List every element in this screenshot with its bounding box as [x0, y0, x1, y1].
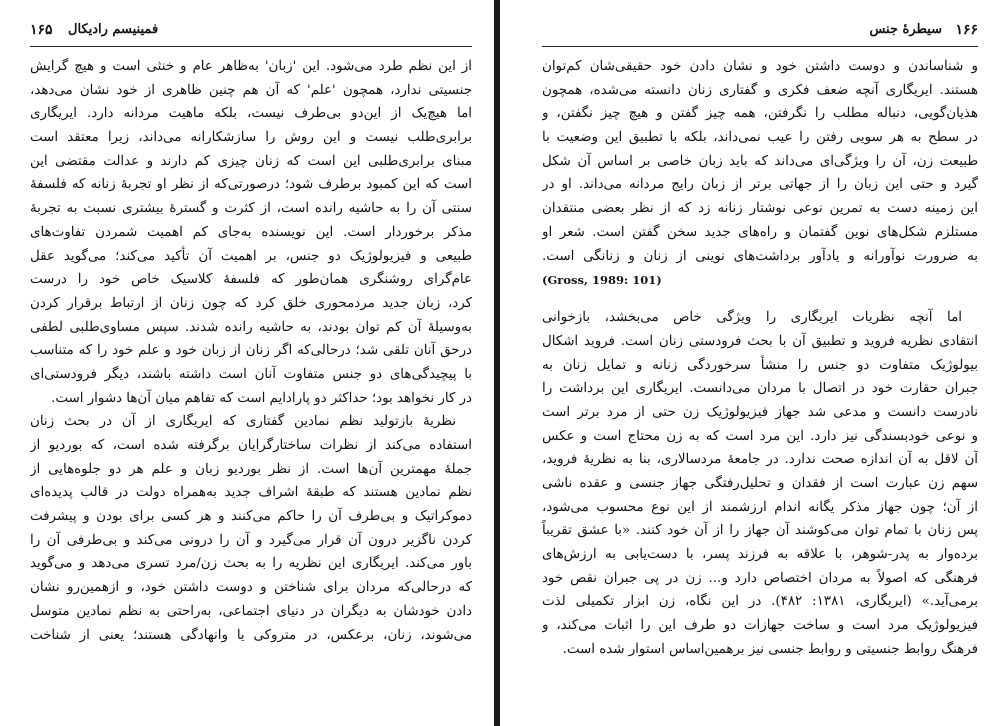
text-line: به ضرورت نوآورانه و یادآور برداشت‌های نوینی از زنان و زنانگی است. [542, 248, 978, 264]
text-line: عام‌گرای روشنگری همان‌طور که فلسفهٔ کلاسیک خاص خود را درست [30, 272, 472, 288]
text-line: جملهٔ مهمترین آن‌ها است. از نظر بوردیو زبان و علم هر دو جلوه‌هایی از [30, 461, 472, 477]
text-line: است که این کمبود برطرف شود؛ درصورتی‌که از نظر او تجربهٔ زنانه که فلسفهٔ [30, 177, 472, 193]
text-line: برمی‌آید.» (ایریگاری، ۱۳۸۱: ۴۸۲). در این نگاه، زن ابزار تکمیلی لذت [542, 594, 978, 610]
text-line: درحق آنان تلقی شد؛ درحالی‌که اگر زنان از زبان خود و علم خود را که متناسب [30, 343, 472, 359]
text-line: باور می‌کند. ایریگاری این نظریه را به بحث زن/مرد تسری می‌دهد و می‌گوید [30, 556, 472, 572]
text-line: با پیچیدگی‌های دو جنس متفاوت آنان است داشته باشند، دیگر فرودستی‌ای [30, 366, 472, 382]
paragraph-gap [542, 292, 978, 306]
text-line: در سطح به هر سویی رفتن را عیب نمی‌داند، بلکه با تطبیق این وضعیت با [542, 130, 978, 146]
citation: (Gross, 1989: 101) [542, 273, 662, 288]
text-line: بیولوژیک متفاوت دو جنس را منشأ سرخوردگی زنانه و تمایل زنان به [542, 357, 978, 373]
text-line: دموکراتیک و بی‌طرف آن را حاکم می‌کنند و هر کسی برای بودن و پیشرفت [30, 509, 472, 525]
text-line: انتقادی نظریه فروید و تطبیق آن با بحث فرودستی زنان است. فروید اشکال [542, 333, 978, 349]
running-title: فمینیسم رادیکال [68, 22, 159, 37]
text-line: هذیان‌گویی، دنباله مطلب را نگرفتن، همه چیز گفتن و هیچ چیز نگفتن، و [542, 106, 978, 122]
text-line: مبنای برابری‌طلبی این است که زنان چیزی کم دارند و عدالت مقتضی این [30, 153, 472, 169]
text-line: از آن؛ چون جهاز مذکر یگانه اندام ارزشمند از این نوع محسوب می‌شود، [542, 499, 978, 515]
text-line: می‌شوند، زنان، برعکس، در متروکی یا وانهادگی هستند؛ یعنی از شناخت [30, 627, 472, 643]
right-page [500, 0, 1000, 726]
text-line: طبیعی و فیزیولوژیک دو جنس، بر اهمیت آن تأکید می‌کند؛ می‌گوید عقل [30, 248, 472, 264]
text-line: فرهنگ روابط جنسیتی و روابط جنسی نیز برهمین‌اساس استوار شده است. [562, 641, 978, 657]
text-line: پس زنان با تمام توان می‌کوشند آن جهاز را از آن خود کنند. «با عشق تقریباً [542, 523, 978, 539]
right-page-body [542, 55, 978, 662]
text-line: برابری‌طلب نیست و این روش را سازشکارانه می‌داند، زیرا معتقد است [30, 130, 472, 146]
text-line: کرد، زبان جدید مردمحوری خلق کرد که چون زنان از ارتباط برقرار کردن [30, 295, 472, 311]
text-line: فیزیولوژیک مرد است و ساخت جهازات دو طرف این را اثبات می‌کند، و [542, 618, 978, 634]
text-line: نظریهٔ بازتولید نظم نمادین گفتاری که ایریگاری از آن در بحث زنان [30, 414, 456, 430]
text-line: این زمینه دست به تمرین نوعی نوشتار زنانه زد که از نظر بعضی منتقدان [542, 201, 978, 217]
page-number: ۱۶۶ [955, 22, 978, 38]
text-line: اما آنچه نظریات ایریگاری را ویژگی خاص می‌بخشد، بازخوانی [542, 310, 962, 326]
text-line: جنسیتی ندارد، همچون 'علم' که آن هم چنین ظاهری از خود نشان می‌دهد، [30, 82, 472, 98]
text-line: مستلزم شکل‌های نوین گفتمان و راه‌های جدید سخن گفتن است. شعر او [542, 224, 978, 240]
text-line: نادرست دانست و مدعی شد جهاز فیزیولوژیک زن حتی از مرد برتر است [542, 404, 978, 420]
text-line: از این نظم طرد می‌شود. این 'زبان' به‌ظاهر عام و خنثی است و هیچ گرایش [30, 59, 472, 74]
text-line: استفاده می‌کند از نظرات ساختارگرایان برگرفته شده است، که بوردیو از [30, 438, 472, 453]
text-line: گیرد و حتی این زبان را از جهاتی برتر از زبان رایج مردانه می‌داند. او در [542, 177, 978, 193]
text-line: و نوعی خودبسندگی نیز دارد. این مرد است که به زن محتاج است و عکس [542, 428, 978, 444]
text-line: دادن خودشان به دیگران در دنیای اجتماعی، به‌راحتی به نظم نمادین متوسل [30, 603, 472, 619]
text-line: و شناساندن و دوست داشتن خود و نشان دادن خود حقیقی‌شان کم‌توان [542, 59, 978, 74]
text-line: نظم نمادین هستند که طبقهٔ اشراف جدید به‌همراه دولت در قالب پدیده‌ای [30, 485, 472, 501]
text-line: در کار نخواهد بود؛ حداکثر دو پارادایم است که تفاهم میان آن‌ها دشوار است. [51, 390, 472, 406]
text-line: سهم زن عبارت است از فقدان و تحلیل‌رفتگی جهاز جنسی و عقده ناشی [542, 476, 978, 491]
text-line: اما هیچ‌یک از این‌دو بی‌طرف نیست، بلکه ماهیت مردانه دارد. ایریگاری [30, 106, 472, 122]
running-title: سیطرهٔ جنس [869, 22, 942, 37]
text-line: جبران حقارت خود در اتصال با مردان می‌دانست. ایریگاری این برداشت را [542, 381, 978, 397]
text-line: طبیعت زن، آن را ویژگی‌ای می‌داند که باید زبان خاصی بر اساس آن شکل [542, 153, 978, 169]
text-line: آن لاقل به آن اندازه صحت ندارد. در جامعهٔ مردسالاری، بنا به نظریهٔ فروید، [542, 452, 978, 468]
text-line: برده‌وار به پدر-شوهر، با علاقه به فرزند پسر، با دست‌یابی به ارزش‌های [542, 547, 978, 563]
page-number: ۱۶۵ [30, 22, 53, 38]
text-line: که درحالی‌که مردان برای شناختن و دوست داشتن خود، و ازهمین‌رو نشان [30, 580, 472, 596]
left-page-body [30, 55, 472, 647]
right-page-header [542, 18, 978, 47]
left-page [0, 0, 494, 726]
text-line: سنتی آن را به حاشیه رانده است، از کثرت و گسترهٔ بیشتری نسبت به تجربهٔ [30, 201, 472, 217]
text-line: فرهنگی که اصولاً به مردان اختصاص دارد و... زن در پی جبران نقص خود [542, 570, 978, 586]
text-line: مذکر برخوردار است. این نویسنده به‌جای کم اهمیت شمردن تفاوت‌های [30, 224, 472, 240]
text-line: کردن ناگزیر درون آن قرار می‌گیرد و آن را درونی می‌کند و بی‌طرفی آن را [30, 532, 472, 548]
left-page-header [30, 18, 472, 47]
text-line: هستند. ایریگاری آنچه ضعف فکری و گفتاری زنان دانسته می‌شده، همچون [542, 82, 978, 98]
text-line: به‌وسیلهٔ آن کم توان بودند، به حاشیه رانده شدند. سپس مساوی‌طلبی لطفی [30, 319, 472, 335]
